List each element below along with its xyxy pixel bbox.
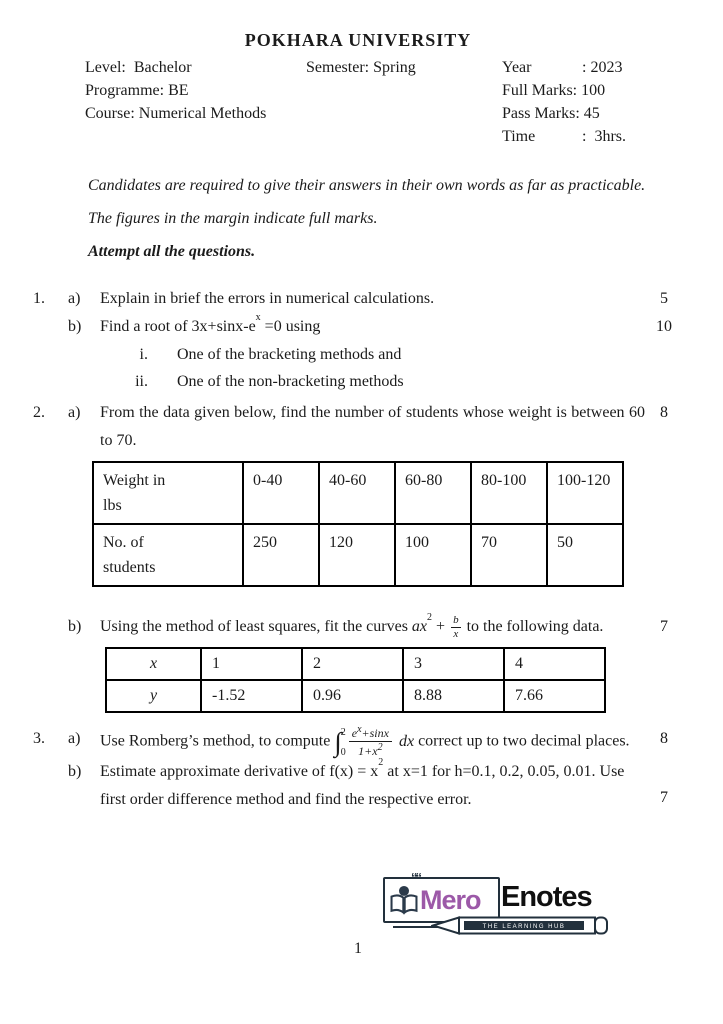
pencil-icon [431,913,613,943]
weight-table [92,461,624,587]
table-cell: 250 [243,524,319,586]
question-2b-letter: b) [68,618,82,635]
question-1b-subitem-ii [33,368,683,395]
table-cell: 0.96 [302,680,403,712]
question-2b-text: Using the method of least squares, fit the curves $ax^2$ + $\frac{b}{x}$ to the following data. [100,612,604,641]
table-cell: 8.88 [403,680,504,712]
instruction-line-3: Attempt all the questions. [88,243,256,260]
subitem-ii-text: One of the non-bracketing methods [177,373,404,390]
table-cell: 120 [319,524,395,586]
candidate-instructions [88,173,660,265]
book-reader-icon [388,883,420,917]
table-cell: y [106,680,201,712]
question-1b-row [33,313,683,341]
question-1a-letter: a) [68,290,81,307]
table-cell: No. of students [93,524,243,586]
xy-table [105,647,606,713]
question-1-number: 1. [33,290,45,307]
full-marks-field: Full Marks: 100 [502,82,606,99]
time-label: Time [502,128,536,145]
table-cell: 100 [395,524,471,586]
integral-expression: ∫ 2 0 [334,726,346,758]
level-field: Level: Bachelor [85,59,192,76]
question-1b-text: Find a root of $3x+\sin x-e^x =0$ using [100,312,321,335]
table-cell: 100-120 [547,462,623,524]
question-1a-marks: 5 [660,290,668,307]
table-row [93,524,623,586]
instruction-line-1: Candidates are required to give their answers in their own words as far as practicable. [88,177,646,194]
question-2b-row [33,613,683,641]
question-3a-text: Use Romberg’s method, to compute ∫ 2 0 $\frac{e^x+\sin x}{1+x^2}$ dx correct up to two decimal places. [100,724,630,758]
table-row [93,462,623,524]
question-2a-row [33,399,683,455]
pass-marks-field: Pass Marks: 45 [502,105,600,122]
header-right-column [502,56,683,148]
table-row [106,648,605,680]
integral-icon: ∫ [334,727,342,758]
question-1a-text: Explain in brief the errors in numerical calculations. [100,290,435,307]
brand-enotes: Enotes [501,881,592,913]
table-cell: -1.52 [201,680,302,712]
exam-header [85,56,683,148]
question-2-number: 2. [33,404,45,421]
question-2a-marks: 8 [660,404,668,421]
table-cell: Weight in lbs [93,462,243,524]
header-left-column [85,56,306,148]
question-3a-row [33,725,683,758]
fraction-b-over-x: $\frac{b}{x}$ [453,613,459,641]
quote-icon: ““ [411,870,420,885]
table-row [106,680,605,712]
table-cell: 2 [302,648,403,680]
header-middle-column [306,56,502,148]
question-list [33,285,683,814]
superscript-2: 2 [378,756,384,768]
page-title: POKHARA UNIVERSITY [244,30,472,50]
subitem-i-text: One of the bracketing methods and [177,346,402,363]
course-field: Course: Numerical Methods [85,105,267,122]
semester-field: Semester: Spring [306,59,416,76]
subitem-i-label: i. [139,346,148,363]
question-3b-text: Estimate approximate derivative of $f(x) = x^2$ at x=1 for h=0.1, 0.2, 0.05, 0.01. Use first order difference method and find the respective error. [100,756,625,808]
table-cell: 0-40 [243,462,319,524]
table-cell: 70 [471,524,547,586]
question-2a-letter: a) [68,404,81,421]
superscript-x: x [255,312,261,324]
question-3b-row [33,758,683,814]
superscript-2: 2 [427,612,433,624]
question-3b-letter: b) [68,762,82,780]
logo-tagline: THE LEARNING HUB [482,924,566,931]
question-3-number: 3. [33,730,45,747]
question-3a-letter: a) [68,730,81,747]
dx-term: dx [398,732,415,750]
programme-field: Programme: BE [85,82,189,99]
table-cell: 40-60 [319,462,395,524]
question-1b-subitem-i [33,341,683,368]
table-cell: 60-80 [395,462,471,524]
year-label: Year [502,59,532,76]
table-cell: 1 [201,648,302,680]
integrand-fraction: $\frac{e^x+\sin x}{1+x^2}$ [349,725,392,757]
subitem-ii-label: ii. [135,373,148,390]
table-cell: 3 [403,648,504,680]
question-3a-marks: 8 [660,730,668,747]
question-1b-marks: 10 [656,318,672,335]
time-value: : 3hrs. [582,128,626,145]
instruction-line-2: The figures in the margin indicate full marks. [88,210,378,227]
question-3b-marks: 7 [660,788,668,806]
table-cell: 50 [547,524,623,586]
question-2a-text: From the data given below, find the number of students whose weight is between 60 to 70. [100,404,645,449]
question-1b-letter: b) [68,318,82,335]
meroenotes-logo [383,870,618,935]
table-cell: 7.66 [504,680,605,712]
question-2b-marks: 7 [660,618,668,635]
table-cell: x [106,648,201,680]
brand-mero: Mero [420,884,481,915]
question-1a-row [33,285,683,313]
table-cell: 4 [504,648,605,680]
math-ax: ax [411,618,428,635]
table-cell: 80-100 [471,462,547,524]
year-value: : 2023 [582,59,623,76]
page-number: 1 [354,940,362,957]
